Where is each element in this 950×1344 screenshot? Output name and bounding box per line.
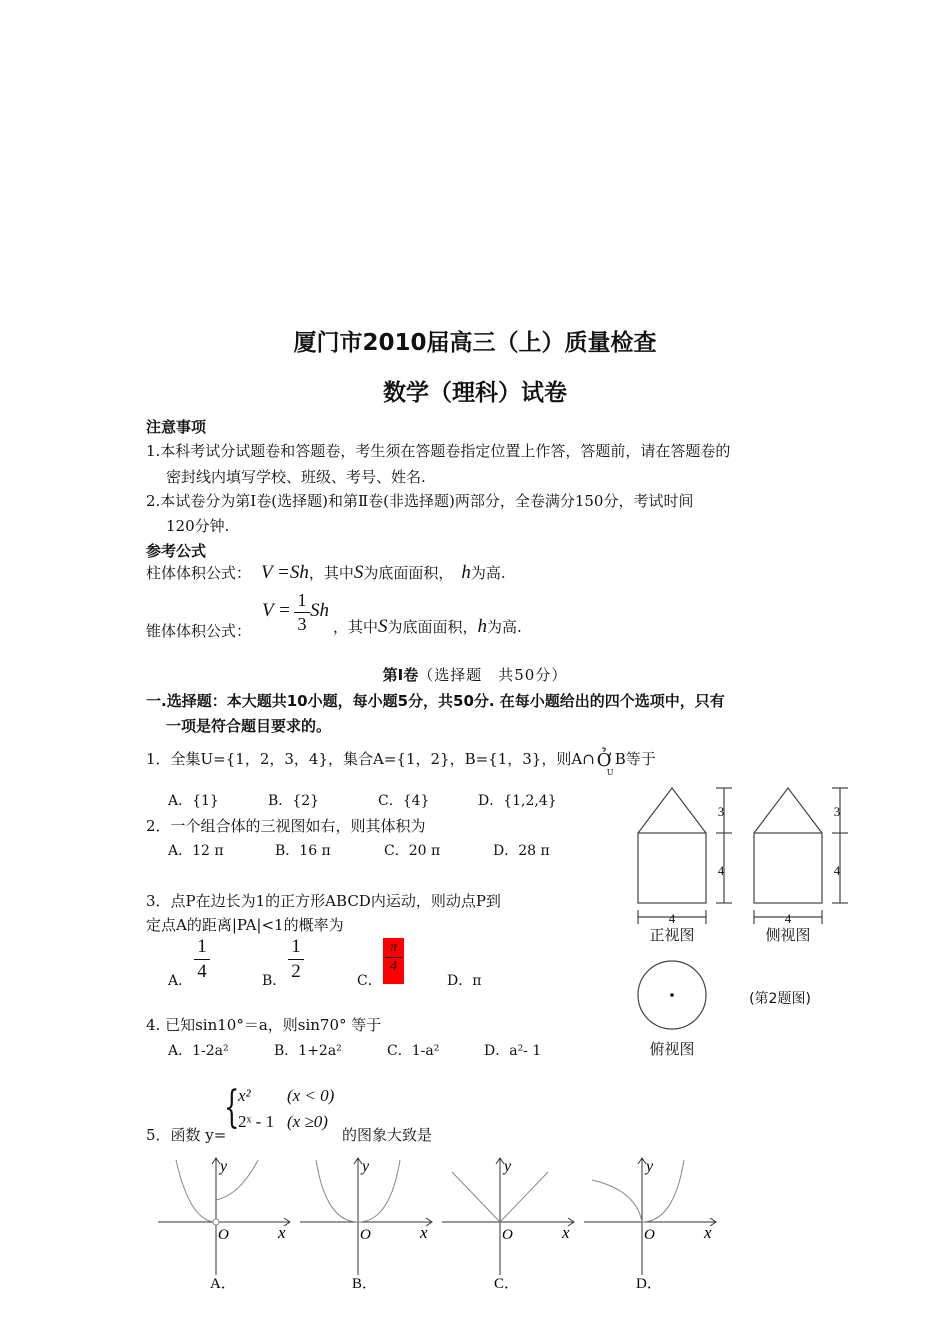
- cylinder-text-where: ，其中: [308, 564, 354, 582]
- section1-instr-line1: 一.选择题：本大题共10小题，每小题5分，共50分. 在每小题给出的四个选项中，只有: [146, 692, 725, 710]
- graph-a-y: y: [220, 1158, 228, 1175]
- cylinder-var-h: h: [461, 562, 471, 583]
- cone-text-base: 为底面面积，: [387, 618, 478, 636]
- top-view-center: [670, 993, 674, 997]
- q3-option-c-frac: [385, 940, 402, 975]
- side-view-label: 侧视图: [765, 928, 811, 944]
- q3-option-a-frac: [194, 936, 210, 983]
- graph-c-y: y: [504, 1158, 512, 1175]
- graph-d-x: x: [704, 1223, 712, 1242]
- graph-a-x: x: [278, 1223, 286, 1242]
- figure-caption: (第2题图): [749, 991, 811, 1007]
- notes-item2-line2: 120分钟.: [166, 517, 230, 535]
- section1-title: [0, 664, 950, 685]
- cylinder-text-base: 为底面面积，: [363, 564, 454, 582]
- q3-option-b-frac: [288, 936, 304, 983]
- notes-item2-line1: 2.本试卷分为第Ⅰ卷(选择题)和第Ⅱ卷(非选择题)两部分，全卷满分150分，考试时间: [146, 492, 694, 510]
- front-view-roof: [638, 788, 706, 833]
- q5-case2-cond: (x ≥0): [287, 1112, 328, 1131]
- cone-label: 锥体体积公式：: [146, 622, 252, 640]
- side-dim-body: 4: [833, 863, 841, 878]
- cone-var-S: S: [378, 616, 388, 637]
- graph-d-label: D．: [636, 1276, 662, 1290]
- notes-item1-line2: 密封线内填写学校、班级、考号、姓名.: [166, 468, 426, 486]
- q2-option-d: D．28 π: [493, 843, 550, 859]
- graph-b-label: B．: [352, 1276, 378, 1290]
- q1-option-b: B．{2}: [268, 793, 320, 809]
- complement-mark: Ở: [596, 750, 612, 771]
- q4-stem: 4. 已知sin10°＝a，则sin70° 等于: [146, 1016, 382, 1034]
- side-dim-width: 4: [784, 911, 792, 926]
- graph-c-x: x: [562, 1223, 570, 1242]
- cone-fraction: [294, 590, 310, 635]
- section1-instr-line2: 一项是符合题目要求的。: [166, 717, 332, 735]
- notes-item1-line1: 1.本科考试分试题卷和答题卷，考生须在答题卷指定位置上作答，答题前，请在答题卷的: [146, 442, 731, 460]
- graph-a-curve: [176, 1160, 258, 1222]
- q4-option-a: A．1-2a²: [168, 1043, 229, 1059]
- top-view-label: 俯视图: [649, 1042, 695, 1058]
- cone-var-h: h: [477, 616, 488, 637]
- q3-line1: 3．点P在边长为1的正方形ABCD内运动，则动点P到: [146, 892, 501, 910]
- q5-graph-d: [576, 1150, 726, 1290]
- q3-b-num: 1: [291, 936, 301, 957]
- graph-c-label: C．: [494, 1276, 520, 1290]
- cylinder-formula-line: [146, 562, 506, 584]
- q4-option-b: B．1+2a²: [274, 1043, 342, 1059]
- q2-option-c: C．20 π: [384, 843, 441, 859]
- cylinder-var-S: S: [353, 562, 364, 583]
- page-title: 厦门市2010届高三（上）质量检查: [293, 330, 657, 356]
- q1-option-d: D．{1,2,4}: [478, 793, 557, 809]
- cylinder-formula: V =Sh: [261, 562, 309, 583]
- q3-a-den: 4: [197, 961, 207, 982]
- graph-a-origin: O: [218, 1227, 229, 1243]
- q2-stem: 2．一个组合体的三视图如右，则其体积为: [146, 817, 426, 835]
- q5-graph-c: [434, 1150, 584, 1290]
- q1-stem-line: [146, 748, 656, 777]
- graph-a-label: A．: [210, 1276, 236, 1290]
- side-view-roof: [754, 788, 822, 833]
- q5-graph-a: [150, 1150, 300, 1290]
- q2-three-view-figure: [620, 780, 860, 1070]
- q3-a-num: 1: [197, 936, 207, 957]
- side-dim-top: 3: [833, 804, 841, 819]
- cone-text-height: 为高.: [487, 618, 522, 636]
- q3-option-d: D．π: [447, 973, 482, 989]
- q5-graph-b: [292, 1150, 442, 1290]
- graph-d-curve: [592, 1160, 684, 1222]
- section1-title-rest: （选择题 共50分）: [418, 666, 568, 684]
- cone-fraction-den: 3: [297, 614, 307, 634]
- q3-option-c-label: C．: [357, 973, 382, 989]
- q3-option-b-label: B．: [262, 973, 287, 989]
- q4-option-c: C．1-a²: [387, 1043, 440, 1059]
- cylinder-label: 柱体体积公式：: [146, 564, 252, 582]
- front-dim-body: 4: [717, 863, 725, 878]
- front-view-label: 正视图: [649, 928, 695, 944]
- complement-sub: U: [606, 768, 614, 777]
- q3-c-den: 4: [390, 959, 397, 974]
- q1-option-a: A．{1}: [168, 793, 219, 809]
- graph-d-origin: O: [644, 1227, 655, 1243]
- q5-case1-cond: (x < 0): [287, 1086, 335, 1105]
- cone-Sh: Sh: [310, 600, 329, 621]
- q3-line2: 定点A的距离|PA|<1的概率为: [146, 916, 344, 934]
- q5-case1-expr: x²: [238, 1086, 251, 1105]
- q2-option-a: A．12 π: [168, 843, 224, 859]
- graph-d-y: y: [646, 1158, 654, 1175]
- graph-b-y: y: [362, 1158, 370, 1175]
- side-view-body: [754, 833, 822, 903]
- formulas-heading: 参考公式: [146, 542, 207, 560]
- cone-tail: [333, 616, 522, 638]
- q5-stem-start: 5．函数 y=: [146, 1126, 227, 1144]
- q5-brace: {: [224, 1082, 240, 1133]
- q4-option-d: D．a²- 1: [484, 1043, 542, 1059]
- notes-heading: 注意事项: [146, 418, 207, 436]
- graph-b-x: x: [420, 1223, 428, 1242]
- front-dim-top: 3: [717, 804, 725, 819]
- q3-option-a-label: A．: [168, 973, 193, 989]
- q1-stem-end: B等于: [614, 750, 656, 768]
- q1-option-c: C．{4}: [378, 793, 430, 809]
- front-view-body: [638, 833, 706, 903]
- front-dim-width: 4: [668, 911, 676, 926]
- graph-c-origin: O: [502, 1227, 513, 1243]
- cone-fraction-num: 1: [297, 590, 307, 610]
- q5-case2-expr: 2ˣ - 1: [238, 1112, 275, 1131]
- graph-b-origin: O: [360, 1227, 371, 1243]
- q5-stem-end: 的图象大致是: [342, 1126, 433, 1144]
- cone-text-where: ，其中: [333, 618, 379, 636]
- q2-option-b: B．16 π: [275, 843, 331, 859]
- cylinder-text-height: 为高.: [470, 564, 506, 582]
- q3-c-num: π: [389, 940, 397, 955]
- page-subtitle: 数学（理科）试卷: [383, 380, 567, 406]
- section1-title-bold: 第Ⅰ卷: [382, 666, 419, 684]
- q1-stem: 1．全集U={1，2，3，4}，集合A={1，2}，B={1，3}，则A∩: [146, 750, 595, 768]
- cone-V: V =: [262, 600, 291, 621]
- q3-b-den: 2: [291, 961, 301, 982]
